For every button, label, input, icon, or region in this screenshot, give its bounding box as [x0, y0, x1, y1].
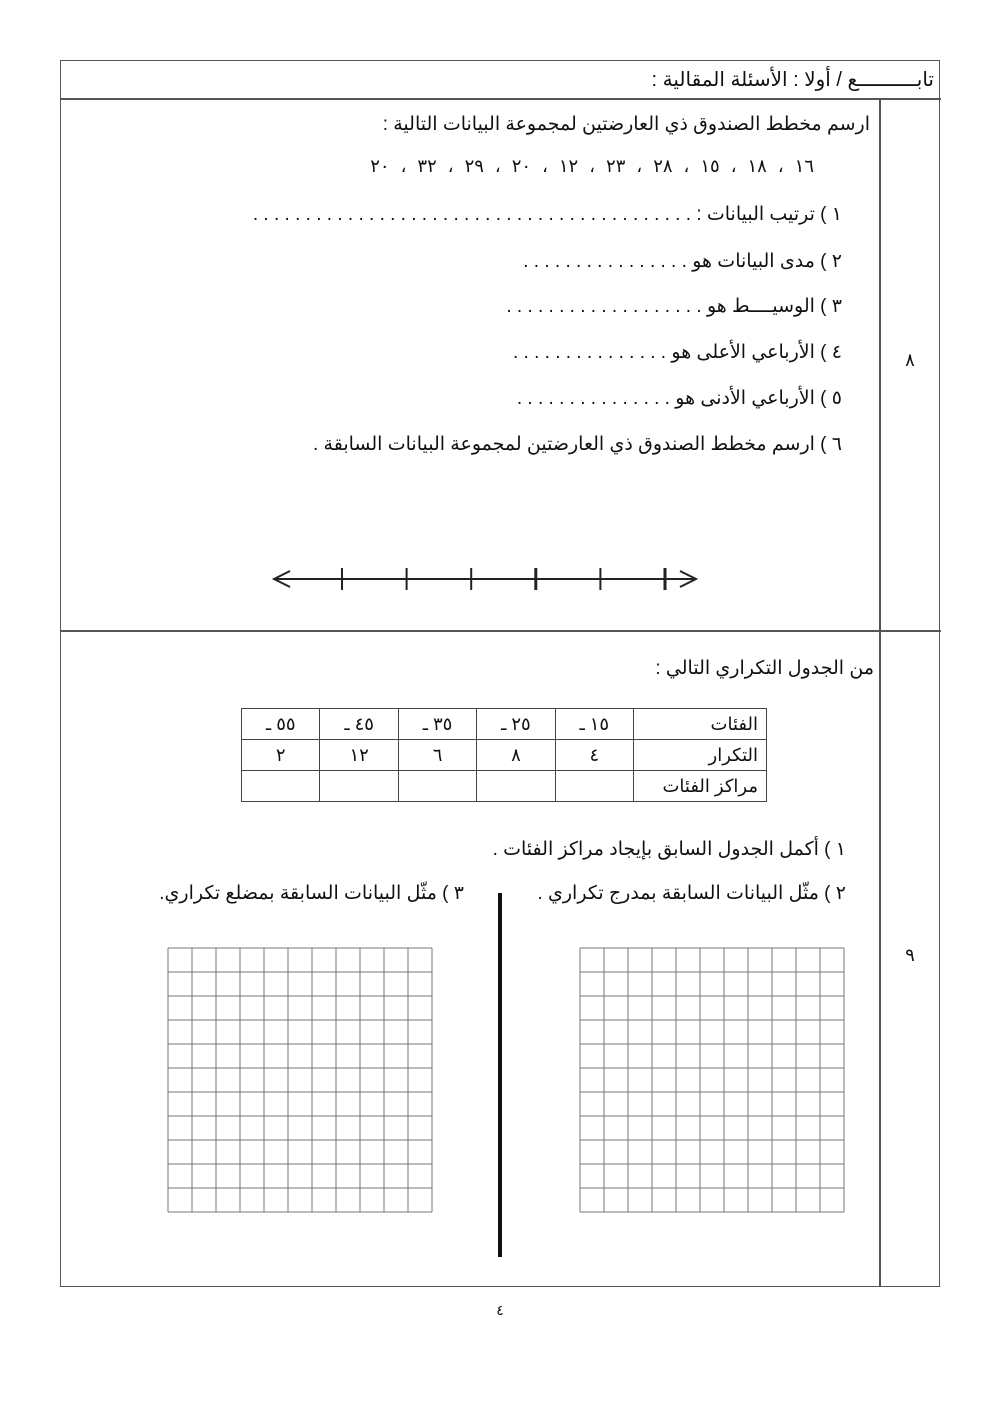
q8-item-1-answer-blank[interactable]: . . . . . . . . . . . . . . . . . . . . . . . . . . . . . . . . . . . . . . . . . . — [252, 204, 692, 225]
center-cell-blank[interactable] — [477, 771, 555, 802]
frequency-cell: ١٢ — [320, 740, 398, 771]
vertical-separator — [498, 893, 502, 1257]
question-8-prompt: ارسم مخطط الصندوق ذي العارضتين لمجموعة البيانات التالية : — [382, 114, 870, 135]
table-row-frequency — [242, 740, 767, 771]
center-cell-blank[interactable] — [398, 771, 476, 802]
q8-item-5-answer-blank[interactable]: . . . . . . . . . . . . . . . — [516, 388, 670, 409]
q8-item-3-answer-blank[interactable]: . . . . . . . . . . . . . . . . . . . — [506, 296, 702, 317]
q9-item-2: ٢ ) مثّل البيانات السابقة بمدرج تكراري . — [537, 883, 846, 904]
center-cell-blank[interactable] — [555, 771, 633, 802]
class-cell: ٣٥ ـ — [398, 709, 476, 740]
frequency-cell: ٨ — [477, 740, 555, 771]
center-cell-blank[interactable] — [242, 771, 320, 802]
q8-item-3 — [506, 295, 842, 318]
class-cell: ٢٥ ـ — [477, 709, 555, 740]
q8-item-5-label: ٥ ) الأرباعي الأدنى هو — [675, 388, 842, 409]
section-header: تابــــــــــع / أولا : الأسئلة المقالية : — [651, 69, 934, 91]
q8-item-2 — [523, 250, 842, 273]
header-divider — [60, 98, 941, 100]
section-divider — [60, 630, 941, 632]
q8-item-4-label: ٤ ) الأرباعي الأعلى هو — [671, 342, 842, 363]
frequency-polygon-grid[interactable] — [167, 947, 433, 1213]
frequency-cell: ٢ — [242, 740, 320, 771]
number-line[interactable] — [268, 565, 703, 595]
question-9-prompt: من الجدول التكراري التالي : — [655, 658, 874, 679]
row-label-centers: مراكز الفئات — [634, 771, 767, 802]
frequency-cell: ٦ — [398, 740, 476, 771]
q8-item-2-label: ٢ ) مدى البيانات هو — [692, 251, 842, 272]
frequency-cell: ٤ — [555, 740, 633, 771]
q8-item-4-answer-blank[interactable]: . . . . . . . . . . . . . . . — [513, 342, 667, 363]
q9-item-3: ٣ ) مثّل البيانات السابقة بمضلع تكراري. — [159, 883, 464, 904]
table-row-classes — [242, 709, 767, 740]
q8-item-4 — [513, 341, 842, 364]
table-row-centers — [242, 771, 767, 802]
q8-item-1-label: ١ ) ترتيب البيانات : — [696, 204, 842, 225]
histogram-grid[interactable] — [579, 947, 845, 1213]
row-label-frequency: التكرار — [634, 740, 767, 771]
question-8-data: ١٦ ، ١٨ ، ١٥ ، ٢٨ ، ٢٣ ، ١٢ ، ٢٠ ، ٢٩ ، ٣٢ ، ٢٠ — [370, 156, 814, 176]
q8-item-1 — [253, 203, 842, 226]
row-label-classes: الفئات — [634, 709, 767, 740]
question-8-number: ٨ — [905, 350, 915, 370]
q8-item-5 — [517, 387, 842, 410]
center-cell-blank[interactable] — [320, 771, 398, 802]
question-9-number: ٩ — [905, 945, 915, 965]
class-cell: ١٥ ـ — [555, 709, 633, 740]
q8-item-2-answer-blank[interactable]: . . . . . . . . . . . . . . . . — [523, 251, 687, 272]
class-cell: ٤٥ ـ — [320, 709, 398, 740]
class-cell: ٥٥ ـ — [242, 709, 320, 740]
frequency-table — [241, 708, 767, 802]
number-column-divider — [879, 99, 881, 1287]
q8-item-6-label: ٦ ) ارسم مخطط الصندوق ذي العارضتين لمجموعة البيانات السابقة . — [313, 434, 842, 455]
q8-item-6 — [313, 433, 842, 456]
page-number: ٤ — [496, 1302, 504, 1318]
q8-item-3-label: ٣ ) الوسيــــط هو — [706, 296, 842, 317]
q9-item-1: ١ ) أكمل الجدول السابق بإيجاد مراكز الفئات . — [492, 839, 846, 860]
